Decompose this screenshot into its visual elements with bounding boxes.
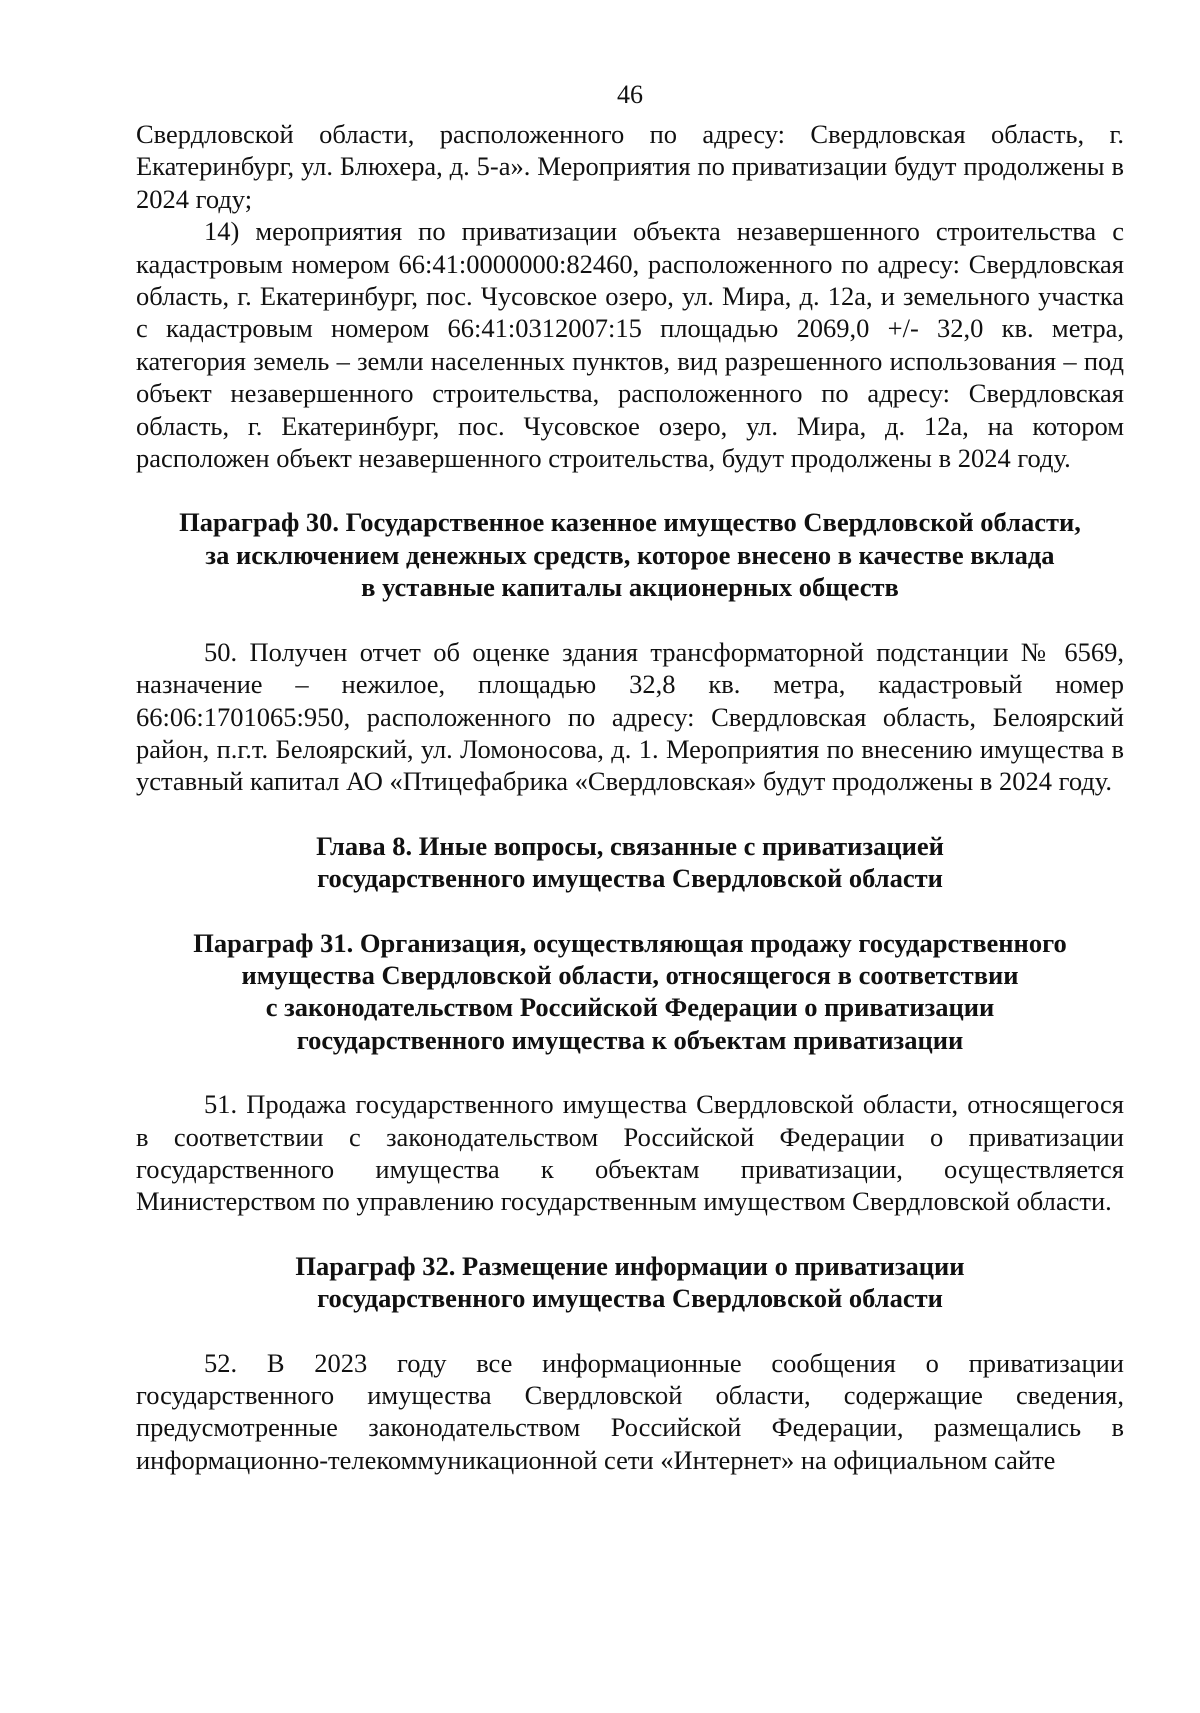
heading-line: Глава 8. Иные вопросы, связанные с приватизацией — [316, 830, 944, 861]
heading-line: за исключением денежных средств, которое внесено в качестве вклада — [205, 539, 1055, 570]
heading-paragraph-31 — [136, 927, 1124, 1057]
paragraph-item-50: 50. Получен отчет об оценке здания трансформаторной подстанции № 6569, назначение – нежилое, площадью 32,8 кв. метра, кадастровый номер 66:06:1701065:950, расположенного по адресу: Свердловская область, Белоярский район, п.г.т. Белоярский, ул. Ломоносова, д. 1. Мероприятия по внесению имущества в уставный капитал АО «Птицефабрика «Свердловская» будут продолжены в 2024 году. — [136, 636, 1124, 797]
paragraph-continuation: Свердловской области, расположенного по адресу: Свердловская область, г. Екатеринбург, ул. Блюхера, д. 5-а». Мероприятия по приватизации будут продолжены в 2024 году; — [136, 119, 1124, 214]
heading-line: имущества Свердловской области, относящегося в соответствии — [241, 959, 1019, 990]
heading-line: государственного имущества к объектам приватизации — [296, 1024, 964, 1055]
heading-line: в уставные капиталы акционерных обществ — [361, 572, 899, 603]
page-number: 46 — [617, 80, 643, 109]
heading-line: Параграф 31. Организация, осуществляющая продажу государственного — [193, 927, 1067, 958]
heading-paragraph-30 — [136, 506, 1124, 603]
paragraph-item-14: 14) мероприятия по приватизации объекта незавершенного строительства с кадастровым номером 66:41:0000000:82460, расположенного по адресу: Свердловская область, г. Екатеринбург, пос. Чусовское озеро, ул. Мира, д. 12а, и земельного участка с кадастровым номером 66:41:0312007:15 площадью 2069,0 +/- 32,0 кв. метра, категория земель – земли населенных пунктов, вид разрешенного использования – под объект незавершенного строительства, расположенного по адресу: Свердловская область, г. Екатеринбург, пос. Чусовское озеро, ул. Мира, д. 12а, на котором расположен объект незавершенного строительства, будут продолжены в 2024 году. — [136, 216, 1124, 474]
paragraph-item-51: 51. Продажа государственного имущества Свердловской области, относящегося в соответствии с законодательством Российской Федерации о приватизации государственного имущества к объектам приватизации, осуществляется Министерством по управлению государственным имуществом Свердловской области. — [136, 1089, 1124, 1217]
heading-paragraph-32 — [136, 1250, 1124, 1315]
heading-line: Параграф 32. Размещение информации о приватизации — [295, 1250, 965, 1281]
heading-line: государственного имущества Свердловской области — [317, 1283, 943, 1314]
paragraph-item-52: 52. В 2023 году все информационные сообщения о приватизации государственного имущества Свердловской области, содержащие сведения, предусмотренные законодательством Российской Федерации, размещались в информационно-телекоммуникационной сети «Интернет» на официальном сайте — [136, 1347, 1124, 1475]
heading-line: с законодательством Российской Федерации о приватизации — [265, 992, 995, 1023]
heading-line: государственного имущества Свердловской области — [317, 863, 943, 894]
heading-chapter-8 — [136, 830, 1124, 895]
heading-line: Параграф 30. Государственное казенное имущество Свердловской области, — [179, 507, 1081, 538]
